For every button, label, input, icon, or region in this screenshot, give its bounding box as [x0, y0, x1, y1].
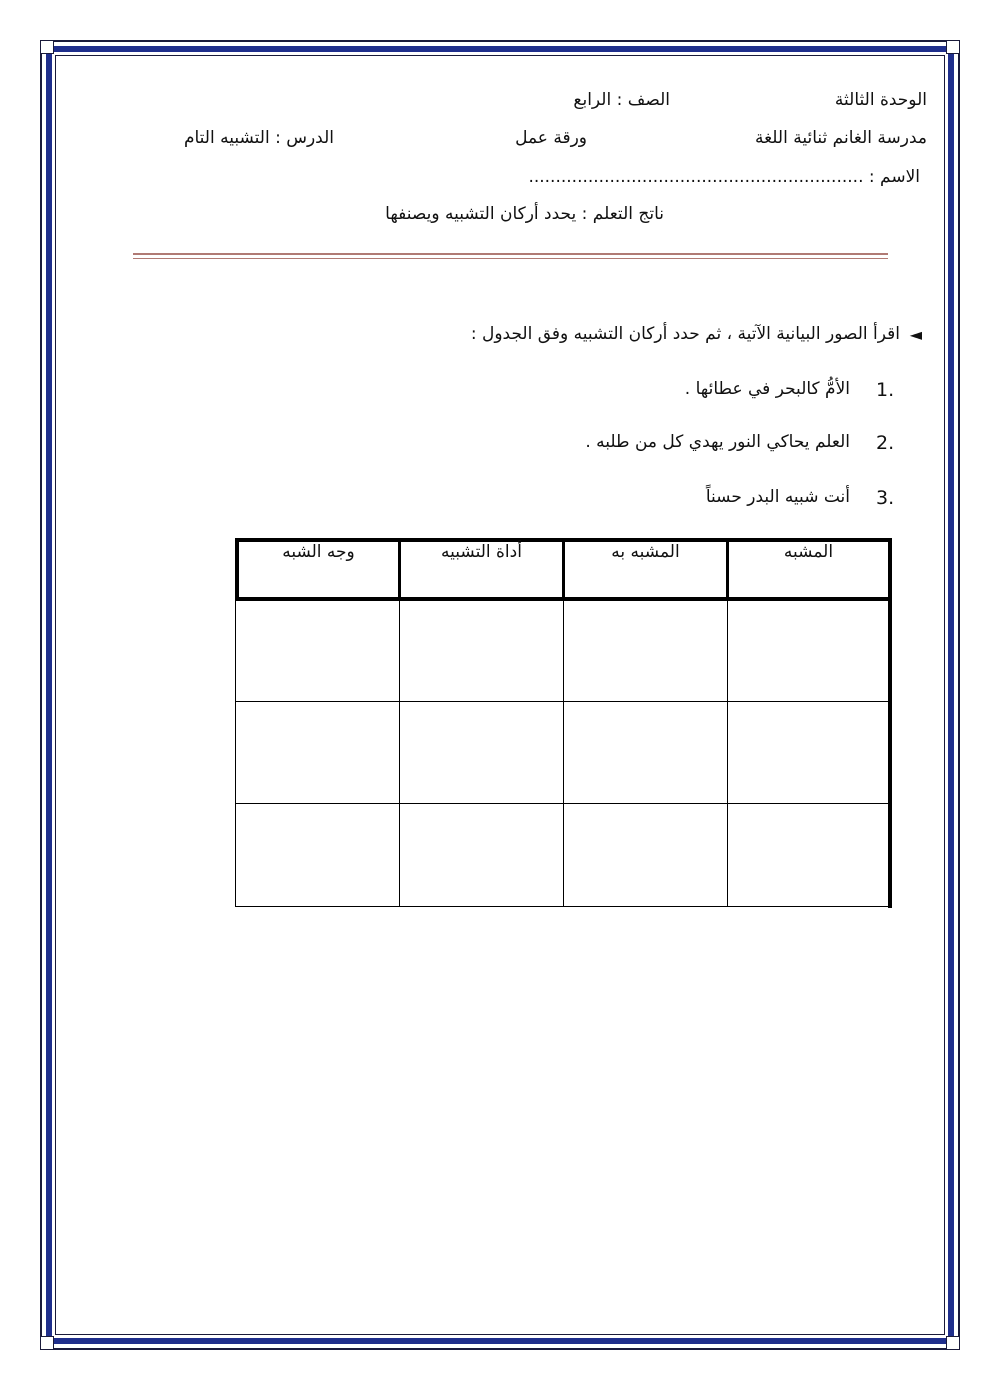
item-text: أنت شبيه البدر حسناً	[705, 487, 850, 507]
table-header-similarity: وجه الشبه	[282, 542, 355, 562]
item-number: 3.	[876, 487, 895, 509]
table-cell[interactable]	[236, 804, 399, 906]
table-cell[interactable]	[728, 804, 888, 906]
table-cell[interactable]	[236, 702, 399, 803]
table-cell[interactable]	[564, 601, 727, 701]
instruction-arrow-icon: ◄	[909, 325, 922, 344]
item-number: 2.	[876, 432, 895, 454]
item-number: 1.	[876, 379, 895, 401]
corner-ornament-bottom-right	[946, 1336, 960, 1350]
corner-ornament-top-right	[946, 40, 960, 54]
header-divider-thin	[133, 258, 888, 259]
corner-ornament-bottom-left	[40, 1336, 54, 1350]
table-header-mushabbah: المشبه	[783, 542, 834, 562]
learning-outcome: ناتج التعلم : يحدد أركان التشبيه ويصنفها	[385, 204, 664, 224]
grade-label: الصف : الرابع	[573, 90, 670, 110]
table-border-right	[888, 538, 892, 908]
instruction-text: اقرأ الصور البيانية الآتية ، ثم حدد أركان التشبيه وفق الجدول :	[470, 324, 900, 344]
table-cell[interactable]	[400, 804, 563, 906]
table-cell[interactable]	[400, 702, 563, 803]
student-name-field[interactable]: الاسم : ..............................................................	[528, 167, 920, 187]
school-name: مدرسة الغانم ثنائية اللغة	[754, 128, 927, 148]
table-header-mushabbah-bih: المشبه به	[611, 542, 680, 562]
table-cell[interactable]	[728, 702, 888, 803]
similes-table	[235, 538, 892, 908]
table-header-tool: أداة التشبيه	[441, 542, 522, 562]
table-cell[interactable]	[564, 702, 727, 803]
header-divider	[133, 253, 888, 255]
table-cell[interactable]	[728, 601, 888, 701]
lesson-label: الدرس : التشبيه التام	[183, 128, 334, 148]
item-text: العلم يحاكي النور يهدي كل من طلبه .	[585, 432, 850, 452]
item-text: الأمُّ كالبحر في عطائها .	[684, 379, 850, 399]
table-cell[interactable]	[564, 804, 727, 906]
table-cell[interactable]	[400, 601, 563, 701]
table-cell[interactable]	[236, 601, 399, 701]
unit-label: الوحدة الثالثة	[834, 90, 927, 110]
corner-ornament-top-left	[40, 40, 54, 54]
worksheet-label: ورقة عمل	[515, 128, 587, 148]
